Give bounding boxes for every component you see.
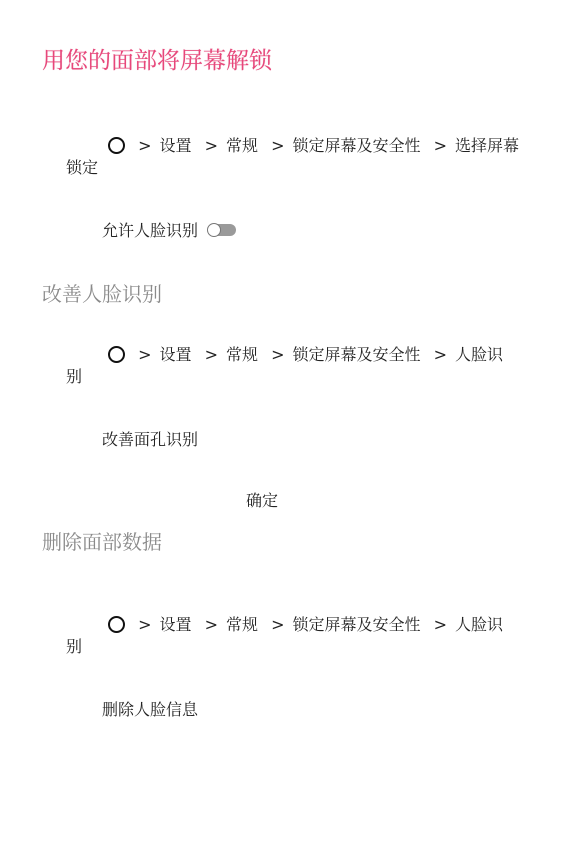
separator-icon: > [271, 345, 285, 364]
path-step: 常规 [226, 615, 259, 634]
home-circle-icon [108, 137, 125, 154]
section-title-delete: 删除面部数据 [42, 530, 162, 554]
home-circle-icon [108, 346, 125, 363]
path-step: 设置 [159, 345, 192, 364]
path-step: 设置 [159, 615, 192, 634]
separator-icon: > [138, 615, 152, 634]
path-step: 人脸识 [455, 345, 504, 364]
section-title-improve: 改善人脸识别 [42, 282, 162, 306]
path-step: 锁定屏幕及安全性 [292, 345, 421, 364]
path-step-continued: 别 [66, 367, 83, 386]
path-step: 人脸识 [455, 615, 504, 634]
path-step: 常规 [226, 136, 259, 155]
improve-face-recognition-row [102, 427, 198, 450]
allow-face-recognition-label: 允许人脸识别 [102, 221, 199, 240]
toggle-off-icon[interactable] [208, 224, 236, 236]
separator-icon: > [138, 345, 152, 364]
section-title-unlock: 用您的面部将屏幕解锁 [42, 48, 272, 74]
path-step-continued: 锁定 [66, 158, 99, 177]
path-step: 锁定屏幕及安全性 [292, 136, 421, 155]
separator-icon: > [204, 615, 219, 634]
settings-path-improve [66, 344, 526, 388]
separator-icon: > [204, 136, 219, 155]
separator-icon: > [138, 136, 152, 155]
path-step: 常规 [226, 345, 259, 364]
separator-icon: > [271, 136, 285, 155]
delete-face-data-row [102, 697, 198, 720]
separator-icon: > [433, 615, 448, 634]
improve-face-recognition-label: 改善面孔识别 [102, 430, 199, 449]
settings-path-unlock [66, 135, 526, 179]
separator-icon: > [433, 345, 448, 364]
confirm-button[interactable]: 确定 [246, 491, 279, 510]
separator-icon: > [271, 615, 285, 634]
path-step: 锁定屏幕及安全性 [292, 615, 421, 634]
delete-face-data-label: 删除人脸信息 [102, 700, 199, 719]
home-circle-icon [108, 616, 125, 633]
path-step: 选择屏幕 [455, 136, 520, 155]
path-step-continued: 别 [66, 637, 83, 656]
separator-icon: > [433, 136, 448, 155]
settings-path-delete [66, 614, 526, 658]
allow-face-recognition-row [102, 218, 236, 241]
separator-icon: > [204, 345, 219, 364]
path-step: 设置 [159, 136, 192, 155]
